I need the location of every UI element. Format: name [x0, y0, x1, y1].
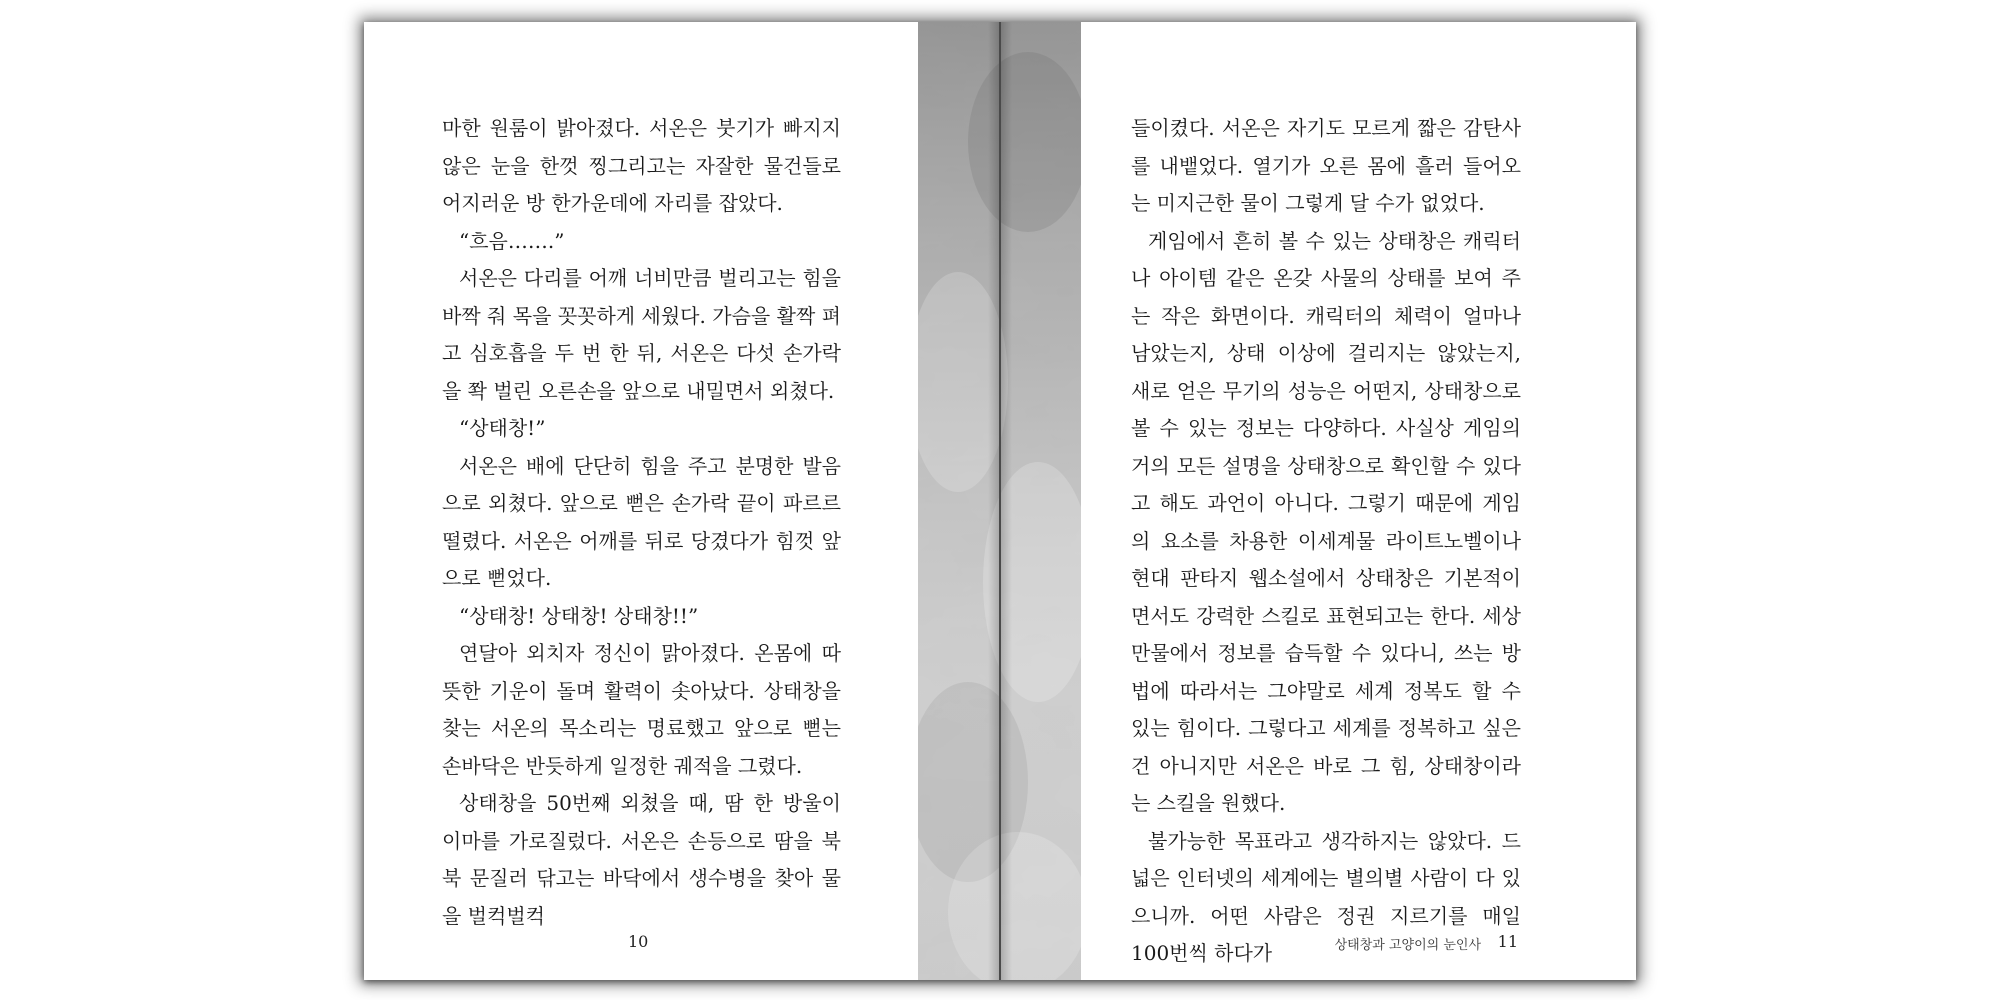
paragraph: “상태창! 상태창! 상태창!!” — [459, 603, 699, 628]
page-number-right: 11 — [1497, 932, 1518, 951]
paragraph: 서온은 다리를 어깨 너비만큼 벌리고는 힘을 바짝 줘 목을 꼿꼿하게 세웠다. 가슴을 활짝 펴고 심호흡을 두 번 한 뒤, 서온은 다섯 손가락을 쫙 벌린 오른손을 앞으로 내밀면서 외쳤다. — [442, 266, 841, 403]
left-page-body — [442, 110, 841, 935]
right-page — [1081, 22, 1636, 980]
paragraph: “상태창!” — [459, 416, 546, 440]
paragraph: 게임에서 흔히 볼 수 있는 상태창은 캐릭터나 아이템 같은 온갖 사물의 상태를 보여 주는 작은 화면이다. 캐릭터의 체력이 얼마나 남았는지, 상태 이상에 걸리지는 않았는지, 새로 얻은 무기의 성능은 어떤지, 상태창으로 볼 수 있는 정보는 다양하다. 사실상 게임의 거의 모든 설명을 상태창으로 확인할 수 있다고 해도 과언이 아니다. 그렇기 때문에 게임의 요소를 차용한 이세계물 라이트노벨이나 현대 판타지 웹소설에서 상태창은 기본적이면서도 강력한 스킬로 표현되고는 한다. 세상 만물에서 정보를 습득할 수 있다니, 쓰는 방법에 따라서는 그야말로 세계 정복도 할 수 있는 힘이다. 그렇다고 세계를 정복하고 싶은 건 아니지만 서온은 바로 그 힘, 상태창이라는 스킬을 원했다. — [1131, 228, 1521, 815]
paragraph: 불가능한 목표라고 생각하지는 않았다. 드넓은 인터넷의 세계에는 별의별 사람이 다 있으니까. 어떤 사람은 정권 지르기를 매일 100번씩 하다가 — [1131, 828, 1521, 965]
left-page — [364, 22, 918, 980]
paragraph: 들이켰다. 서온은 자기도 모르게 짧은 감탄사를 내뱉었다. 열기가 오른 몸에 흘러 들어오는 미지근한 물이 그렇게 달 수가 없었다. — [1131, 116, 1521, 215]
right-page-body — [1131, 110, 1521, 973]
book-spine-line — [999, 22, 1001, 980]
page-number-left: 10 — [628, 932, 649, 951]
paragraph: 상태창을 50번째 외쳤을 때, 땀 한 방울이 이마를 가로질렀다. 서온은 손등으로 땀을 북북 문질러 닦고는 바닥에서 생수병을 찾아 물을 벌컥벌컥 — [442, 791, 841, 928]
running-head: 상태창과 고양이의 눈인사 — [1334, 938, 1481, 953]
paragraph: 서온은 배에 단단히 힘을 주고 분명한 발음으로 외쳤다. 앞으로 뻗은 손가락 끝이 파르르 떨렸다. 서온은 어깨를 뒤로 당겼다가 힘껏 앞으로 뻗었다. — [442, 453, 841, 590]
paragraph: 연달아 외치자 정신이 맑아졌다. 온몸에 따뜻한 기운이 돌며 활력이 솟아났다. 상태창을 찾는 서온의 목소리는 명료했고 앞으로 뻗는 손바닥은 반듯하게 일정한 궤적을 그렸다. — [442, 641, 841, 778]
paragraph: 마한 원룸이 밝아졌다. 서온은 붓기가 빠지지 않은 눈을 한껏 찡그리고는 자잘한 물건들로 어지러운 방 한가운데에 자리를 잡았다. — [442, 116, 841, 215]
paragraph: “흐음…….” — [459, 228, 565, 253]
book-spread — [364, 22, 1636, 980]
smoke-gutter-image — [918, 22, 1081, 980]
